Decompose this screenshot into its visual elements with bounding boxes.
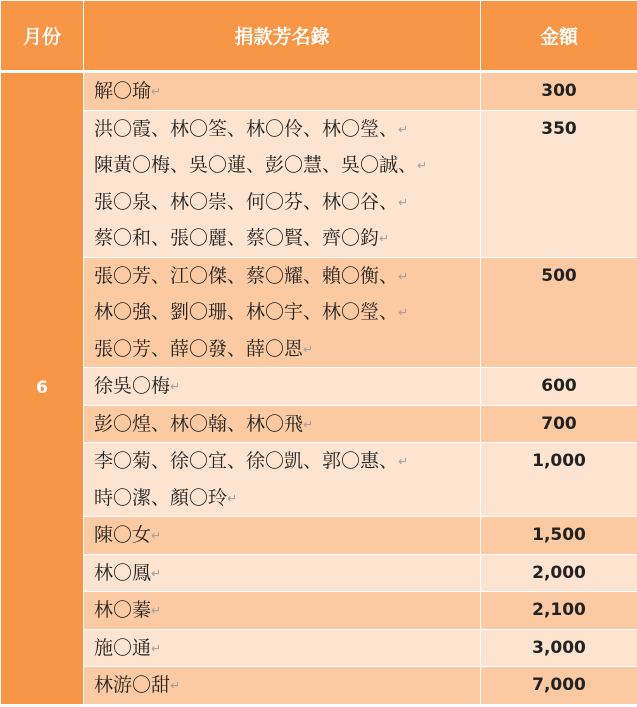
amount-cell: 2,000 xyxy=(481,554,637,592)
table-row xyxy=(1,368,637,406)
donor-line-text: 張〇芳、薛〇發、薛〇恩 xyxy=(94,337,304,360)
donor-line-text: 張〇芳、江〇傑、蔡〇耀、賴〇衡、 xyxy=(94,264,399,287)
month-header: 月份 xyxy=(1,1,84,72)
paragraph-mark-icon: ↵ xyxy=(170,379,181,394)
donor-line xyxy=(94,667,474,704)
donor-line xyxy=(94,258,474,295)
donor-line-text: 施〇通 xyxy=(94,636,152,659)
table-row xyxy=(1,405,637,443)
paragraph-mark-icon: ↵ xyxy=(151,528,162,543)
donor-line-text: 時〇潔、顏〇玲 xyxy=(94,486,228,509)
donor-line-text: 林〇蓁 xyxy=(94,599,152,621)
paragraph-mark-icon: ↵ xyxy=(379,231,390,246)
donor-line-text: 張〇泉、林〇崇、何〇芬、林〇谷、 xyxy=(94,190,399,213)
table-row xyxy=(1,257,637,368)
paragraph-mark-icon: ↵ xyxy=(151,603,162,618)
amount-cell: 1,000 xyxy=(481,443,637,517)
donor-line xyxy=(94,555,474,592)
donor-line-text: 陳〇女 xyxy=(94,524,152,546)
table-row xyxy=(1,554,637,592)
amount-cell: 700 xyxy=(481,405,637,443)
paragraph-mark-icon: ↵ xyxy=(398,195,409,209)
donor-names-cell xyxy=(84,629,481,667)
donor-line xyxy=(94,184,474,221)
donor-line-text: 蔡〇和、張〇麗、蔡〇賢、齊〇鈞 xyxy=(94,227,380,249)
donor-line xyxy=(94,592,474,629)
paragraph-mark-icon: ↵ xyxy=(398,269,409,283)
donor-names-cell xyxy=(84,592,481,630)
amount-cell: 350 xyxy=(481,110,637,257)
paragraph-mark-icon: ↵ xyxy=(303,417,314,431)
amount-header: 金額 xyxy=(481,1,637,72)
donor-line xyxy=(94,517,474,554)
donor-line-text: 解〇瑜 xyxy=(94,80,152,102)
table-row xyxy=(1,443,637,517)
donor-line-text: 陳黃〇梅、吳〇蓮、彭〇慧、吳〇誠、 xyxy=(94,154,418,176)
amount-cell: 7,000 xyxy=(481,667,637,705)
table-body xyxy=(1,72,637,705)
donor-line xyxy=(94,111,474,148)
amount-cell: 3,000 xyxy=(481,629,637,667)
table-row xyxy=(1,517,637,555)
amount-cell: 600 xyxy=(481,368,637,406)
amount-cell: 300 xyxy=(481,72,637,111)
donor-line xyxy=(94,147,474,184)
paragraph-mark-icon: ↵ xyxy=(151,84,162,99)
table-row xyxy=(1,110,637,257)
paragraph-mark-icon: ↵ xyxy=(170,678,181,693)
donor-names-cell xyxy=(84,368,481,406)
donor-names-cell xyxy=(84,72,481,111)
paragraph-mark-icon: ↵ xyxy=(151,641,162,655)
header-row xyxy=(1,1,637,72)
donor-names-cell xyxy=(84,554,481,592)
paragraph-mark-icon: ↵ xyxy=(398,305,409,320)
paragraph-mark-icon: ↵ xyxy=(417,158,428,173)
table-row xyxy=(1,592,637,630)
table-row xyxy=(1,72,637,111)
donor-names-cell xyxy=(84,443,481,517)
table-row xyxy=(1,667,637,705)
donor-line xyxy=(94,368,474,405)
donor-line xyxy=(94,294,474,331)
donor-line xyxy=(94,630,474,667)
month-cell: 6 xyxy=(1,72,84,705)
donor-line-text: 林〇鳳 xyxy=(94,561,152,584)
names-header: 捐款芳名錄 xyxy=(84,1,481,72)
paragraph-mark-icon: ↵ xyxy=(151,566,162,580)
donor-line-text: 林〇強、劉〇珊、林〇宇、林〇瑩、 xyxy=(94,301,399,323)
amount-cell: 500 xyxy=(481,257,637,368)
donor-names-cell xyxy=(84,405,481,443)
donor-line-text: 徐吳〇梅 xyxy=(94,375,171,397)
donor-line xyxy=(94,443,474,480)
paragraph-mark-icon: ↵ xyxy=(227,491,238,505)
donor-line-text: 洪〇霞、林〇筌、林〇伶、林〇瑩、 xyxy=(94,117,399,140)
donor-line xyxy=(94,480,474,517)
donor-line xyxy=(94,220,474,257)
donor-line xyxy=(94,406,474,443)
donor-line-text: 彭〇煌、林〇翰、林〇飛 xyxy=(94,412,304,435)
paragraph-mark-icon: ↵ xyxy=(398,122,409,136)
donor-names-cell xyxy=(84,257,481,368)
paragraph-mark-icon: ↵ xyxy=(398,454,409,469)
donor-names-cell xyxy=(84,517,481,555)
amount-cell: 2,100 xyxy=(481,592,637,630)
donor-names-cell xyxy=(84,667,481,705)
paragraph-mark-icon: ↵ xyxy=(303,342,314,356)
donor-names-cell xyxy=(84,110,481,257)
donor-line xyxy=(94,73,474,110)
amount-cell: 1,500 xyxy=(481,517,637,555)
donor-line xyxy=(94,331,474,368)
table-row xyxy=(1,629,637,667)
donor-line-text: 林游〇甜 xyxy=(94,674,171,696)
donor-line-text: 李〇菊、徐〇宜、徐〇凱、郭〇惠、 xyxy=(94,450,399,472)
